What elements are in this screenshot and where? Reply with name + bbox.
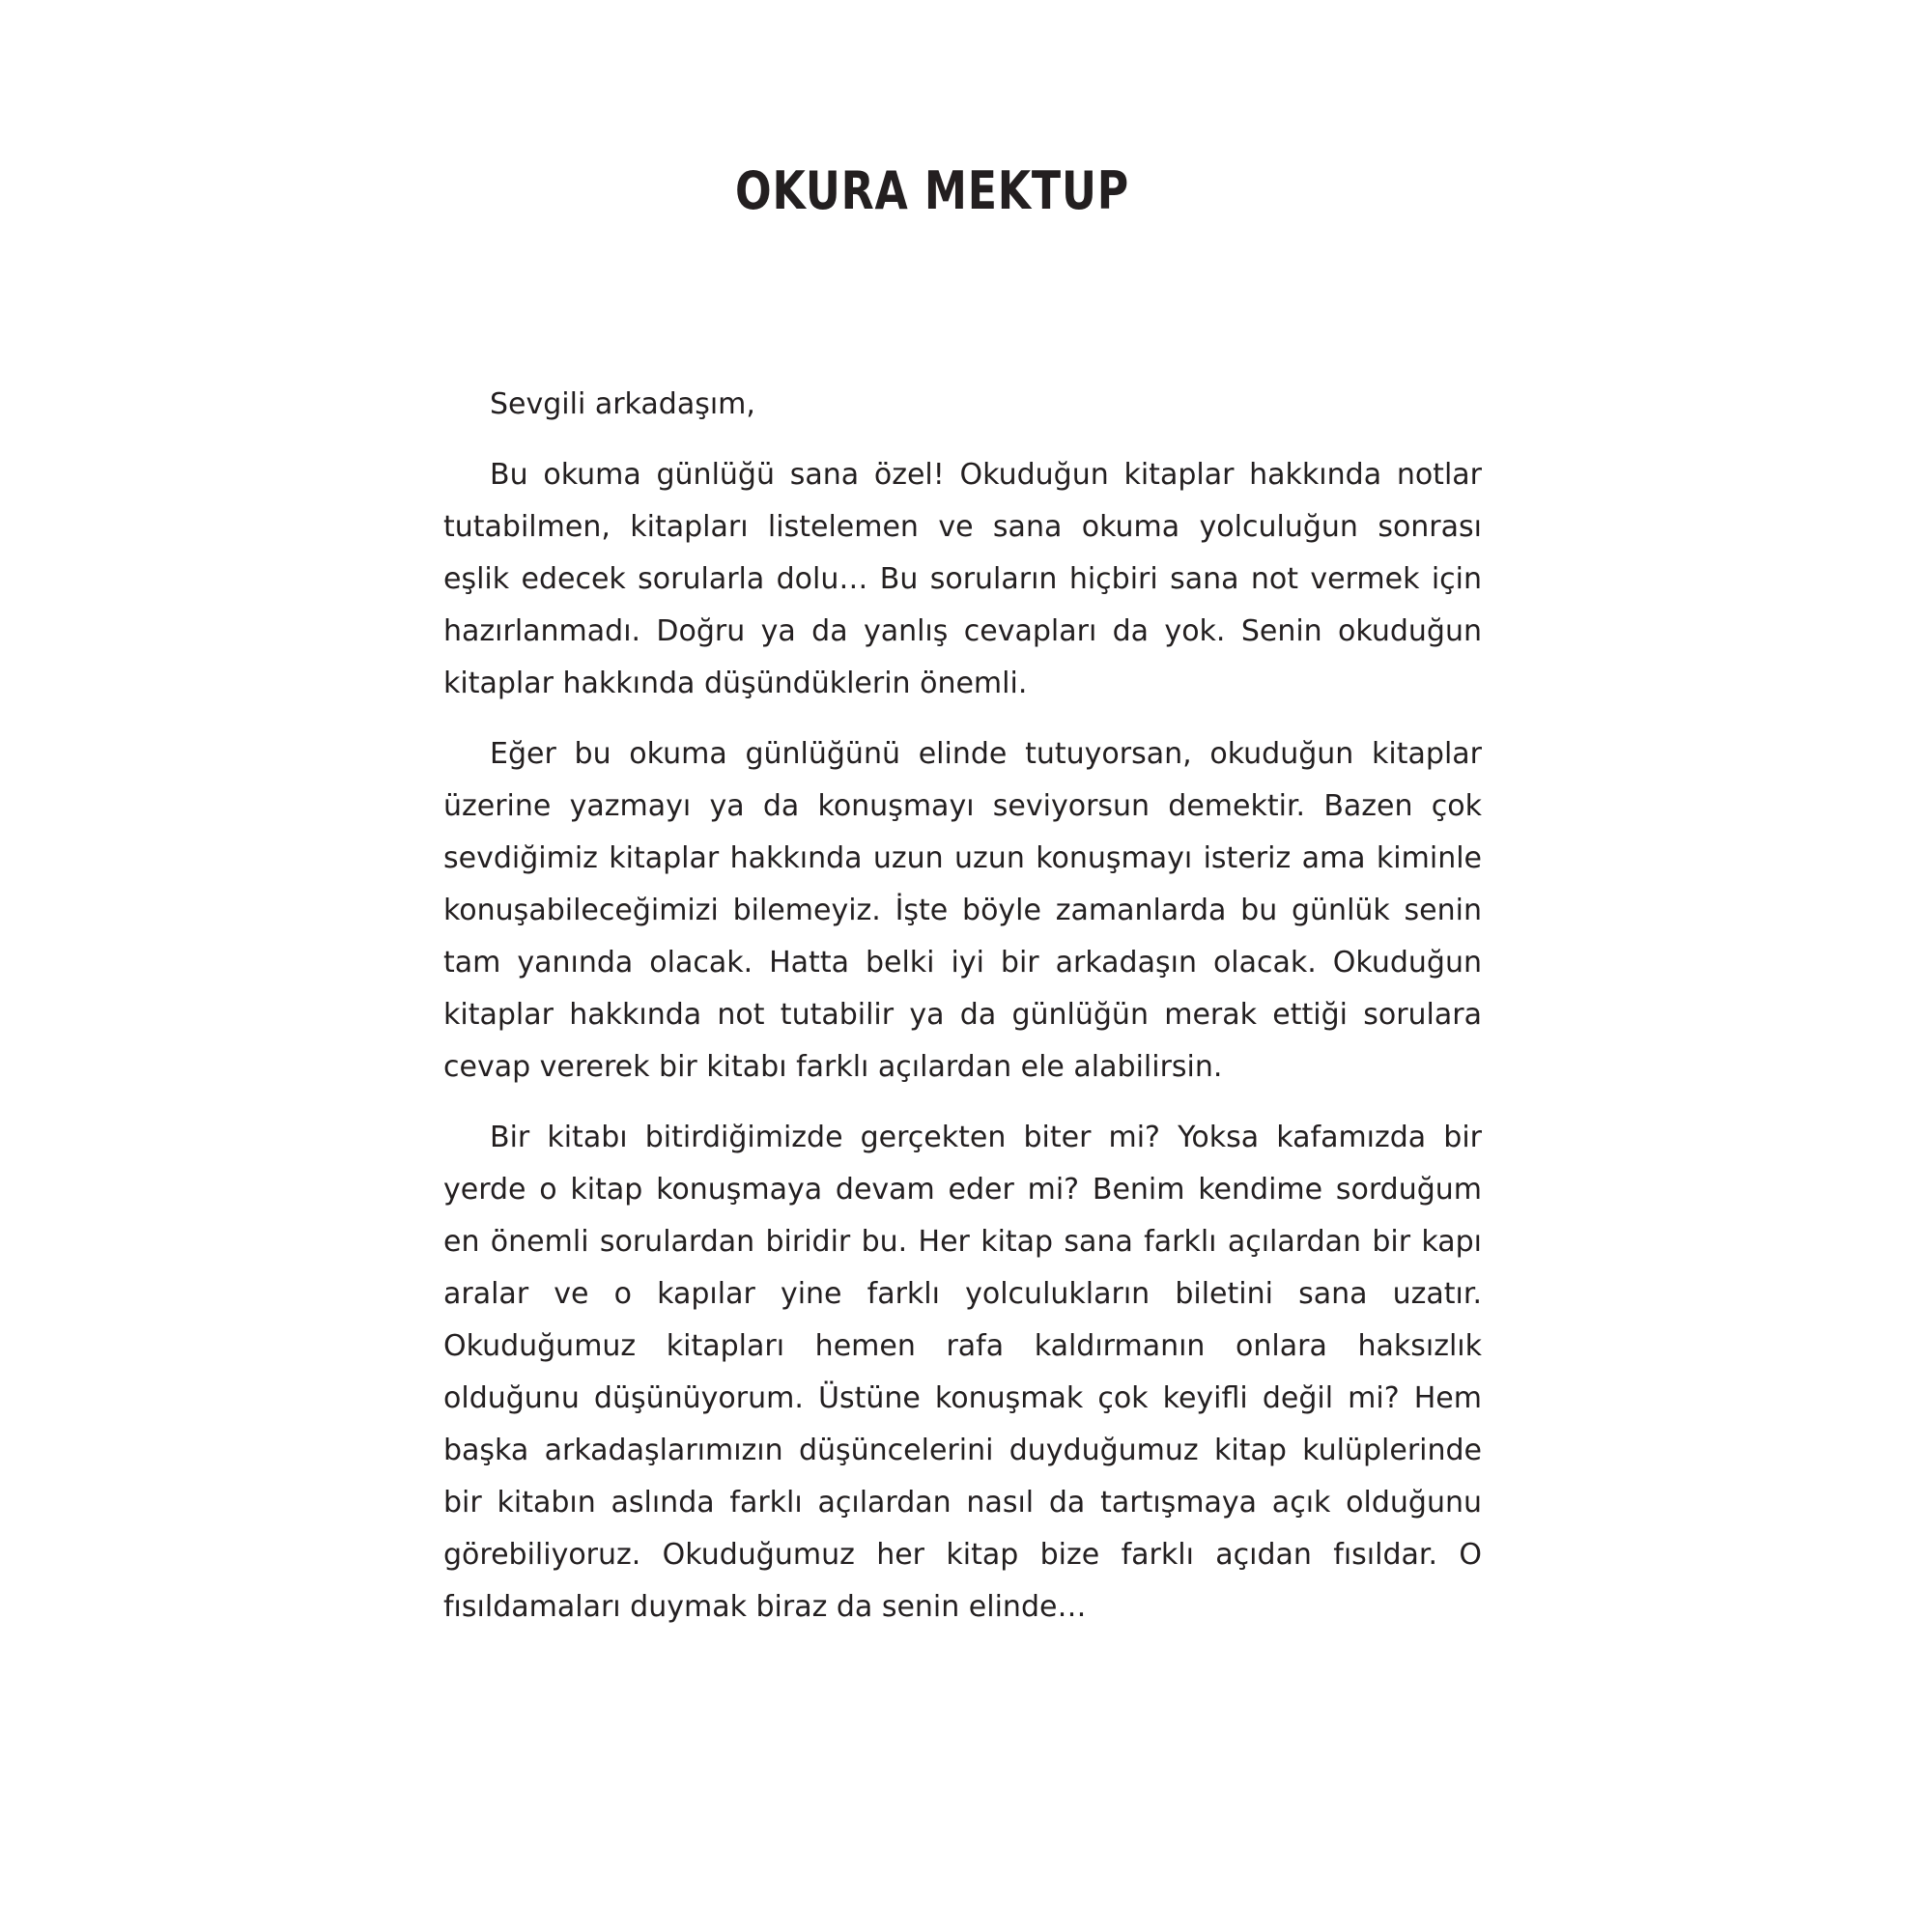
page-title: OKURA MEKTUP xyxy=(734,160,1130,221)
salutation: Sevgili arkadaşım, xyxy=(490,387,755,421)
letter-body xyxy=(443,379,1482,1652)
paragraph-2: Eğer bu okuma günlüğünü elinde tutuyorsan, okuduğun kitaplar üzerine yazmayı ya da konuşmayı seviyorsun demektir. Bazen çok sevdiğimiz kitaplar hakkında uzun uzun konuşmayı isteriz ama kiminle konuşabileceğimizi bilemeyiz. İşte böyle zamanlarda bu günlük senin tam yanında olacak. Hatta belki iyi bir arkadaşın olacak. Okuduğun kitaplar hakkında not tutabilir ya da günlüğün merak ettiği sorulara cevap vererek bir kitabı farklı açılardan ele alabilirsin. xyxy=(443,737,1482,1084)
paragraph-1: Bu okuma günlüğü sana özel! Okuduğun kitaplar hakkında notlar tutabilmen, kitapları listelemen ve sana okuma yolculuğun sonrası eşlik edecek sorularla dolu… Bu soruların hiçbiri sana not vermek için hazırlanmadı. Doğru ya da yanlış cevapları da yok. Senin okuduğun kitaplar hakkında düşündüklerin önemli. xyxy=(443,458,1482,700)
paragraph-3: Bir kitabı bitirdiğimizde gerçekten biter mi? Yoksa kafamızda bir yerde o kitap konuşmaya devam eder mi? Benim kendime sorduğum en önemli sorulardan biridir bu. Her kitap sana farklı açılardan bir kapı aralar ve o kapılar yine farklı yolculukların biletini sana uzatır. Okuduğumuz kitapları hemen rafa kaldırmanın onlara haksızlık olduğunu düşünüyorum. Üstüne konuşmak çok keyifli değil mi? Hem başka arkadaşlarımızın düşüncelerini duyduğumuz kitap kulüplerinde bir kitabın aslında farklı açılardan nasıl da tartışmaya açık olduğunu görebiliyoruz. Okuduğumuz her kitap bize farklı açıdan fısıldar. O fısıldamaları duymak biraz da senin elinde… xyxy=(443,1121,1482,1624)
